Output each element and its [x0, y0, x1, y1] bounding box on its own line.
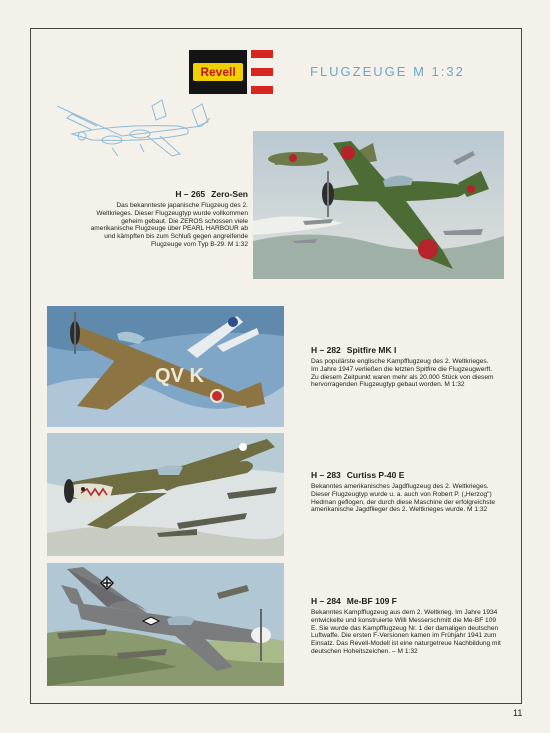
revell-logo	[189, 50, 275, 94]
model-h282-text	[311, 345, 496, 389]
model-heading	[80, 189, 248, 200]
page-number: 11	[513, 708, 523, 718]
zero-sen-illustration	[253, 131, 504, 279]
spitfire-squadron-codes: QV K	[155, 365, 204, 387]
series-title: FLUGZEUGE M 1:32	[310, 64, 465, 79]
model-name: Me-BF 109 F	[346, 596, 397, 606]
model-heading	[311, 345, 496, 356]
model-description: Bekanntes amerikanisches Jagdflugzeug des 2. Weltkrieges. Dieser Flugzeugtyp wurde u. a. auch von Robert P. („Herzog") Hedman geflogen, der durch diese Maschine der erfolgreichste amerikanische Jagdflieger des 2. Weltkrieges wurde. M 1:32	[311, 483, 495, 514]
model-code: H – 283	[311, 470, 341, 480]
logo-stripe	[251, 50, 273, 58]
model-heading	[311, 596, 501, 607]
model-name: Zero-Sen	[211, 189, 248, 199]
model-code: H – 265	[175, 189, 206, 199]
model-h284-text	[311, 596, 501, 656]
curtiss-p40-illustration	[47, 433, 284, 556]
model-name: Curtiss P-40 E	[346, 470, 405, 480]
model-description: Bekanntes Kampfflugzeug aus dem 2. Weltkrieg. Im Jahre 1934 entwickelte und konstruierte Willi Messerschmitt die Me-BF 109 E. Sie wurde das Kampfflugzeug Nr. 1 der damaligen deutschen Luftwaffe. Die ersten F-Versionen kamen im Frühjahr 1941 zum Einsatz. Das Revell-Modell ist eine naturgetreue Nachbildung mit deutschen Hoheitszeichen. – M 1:32	[311, 609, 501, 655]
model-description: Das bekannteste japanische Flugzeug des 2. Weltkrieges. Dieser Flugzeugtyp wurde vollkommen geheim gebaut. Die ZEROS schossen viele amerikanische Flugzeuge über PEARL HARBOUR ab und kämpften bis zum Schluß gegen angreifende Flugzeuge vom Typ B-29. M 1:32	[90, 202, 248, 248]
model-heading	[311, 470, 501, 481]
me-bf109-illustration	[47, 563, 284, 686]
spitfire-illustration	[47, 306, 284, 427]
logo-stripes	[251, 50, 273, 94]
model-code: H – 282	[311, 345, 341, 355]
model-code: H – 284	[311, 596, 341, 606]
model-h283-text	[311, 470, 501, 514]
logo-black-panel	[189, 50, 247, 94]
model-description: Das populärste englische Kampfflugzeug des 2. Weltkrieges. Im Jahre 1947 verließen die letzten Spitfire die Flugzeugwerft. Zu diesem Zeitpunkt waren mehr als 20.000 Stück von diesem hervorragenden Flugzeugtyp gebaut worden. M 1:32	[311, 358, 494, 389]
model-name: Spitfire MK I	[346, 345, 397, 355]
logo-stripe	[251, 68, 273, 76]
logo-stripe	[251, 86, 273, 94]
model-h265-text	[80, 189, 248, 249]
bomber-sketch-illustration	[52, 96, 217, 166]
logo-wordmark: Revell	[193, 63, 243, 81]
